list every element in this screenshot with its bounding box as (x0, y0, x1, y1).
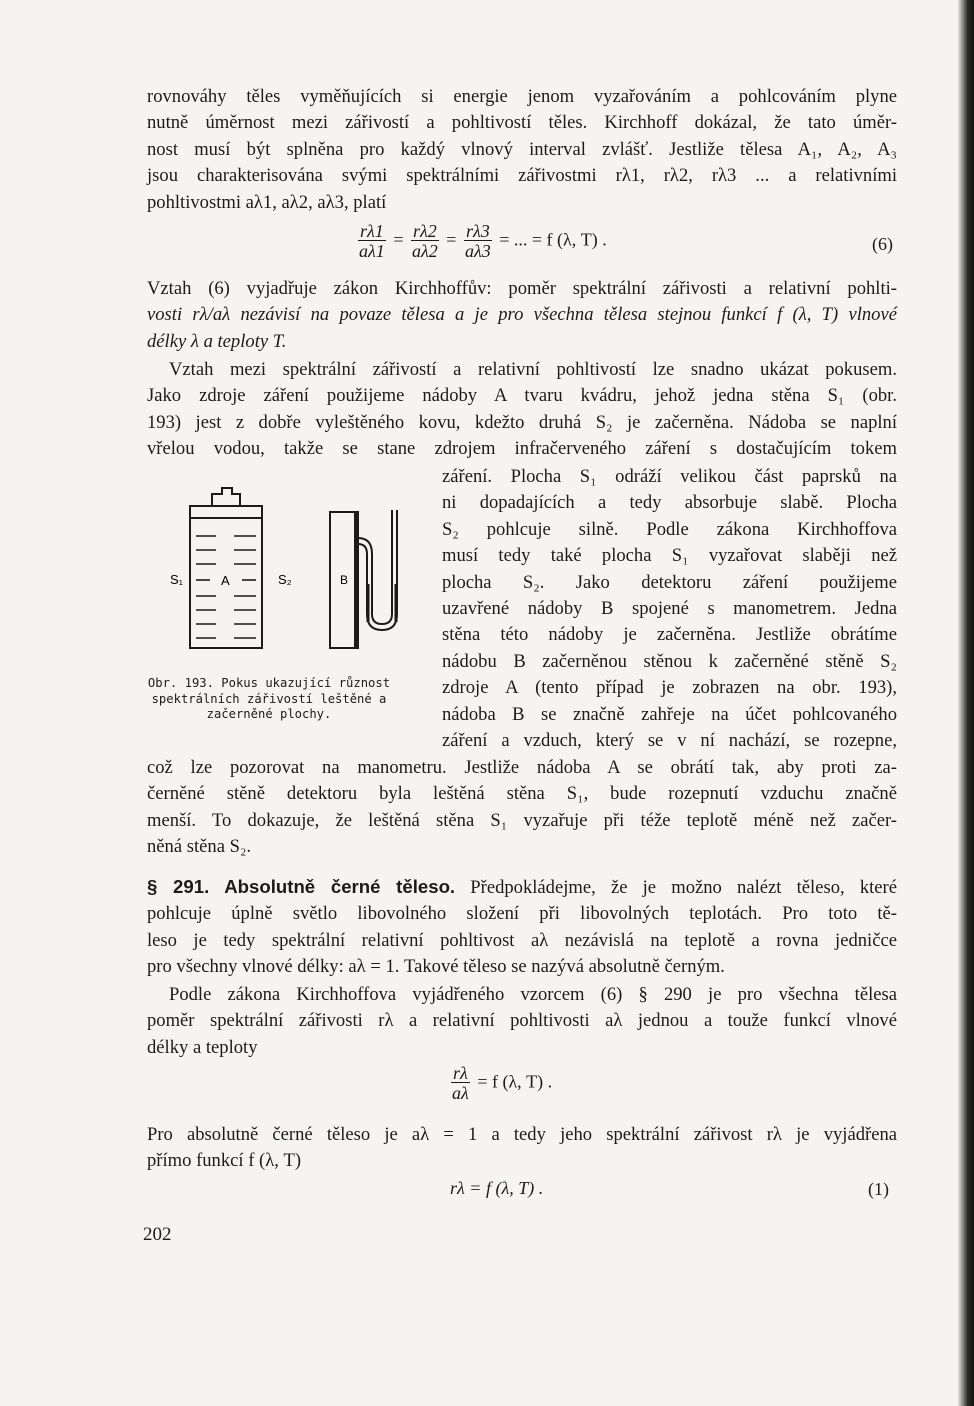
text-line: S₂ pohlcuje silně. Podle zákona Kirchhoffova (442, 518, 897, 540)
text-line: záření a vzduch, který se v ní nachází, se rozepne, (442, 730, 897, 752)
equation-rest: = ... = f (λ, T) . (499, 229, 607, 250)
text-line: Jako zdroje záření použijeme nádoby A tvaru kvádru, jehož jedna stěna S₁ (obr. (147, 385, 897, 407)
text-line: jsou charakterisována svými spektrálními zářivostmi rλ1, rλ2, rλ3 ... a relativními (147, 165, 897, 187)
equation-6: $\frac{r\lambda 1}{a\lambda 1}$ = $\frac{r\lambda 2}{a\lambda 2}$ = $\frac{r\lambda 3}{a\lambda 3}$ = ... = f (λ, T) . (359, 221, 607, 261)
equation-ratio (448, 1064, 552, 1103)
text-line: Vztah mezi spektrální zářivostí a relativní pohltivostí lze snadno ukázat pokusem. (169, 359, 897, 380)
vessel-a-neck (212, 488, 240, 506)
paragraph-intro (147, 84, 897, 216)
text-line: plocha S₂. Jako detektoru záření použijeme (442, 571, 897, 593)
text-line: pro všechny vlnové délky: aλ = 1. Takové těleso se nazývá absolutně černým. (147, 956, 725, 978)
text-line: nost musí být splněna pro každý vlnový interval zvlášť. Jestliže tělesa A₁, A₂, A₃ (147, 138, 897, 160)
section-heading: § 291. Absolutně černé těleso. (147, 876, 456, 897)
equation-rest: = f (λ, T) . (477, 1071, 553, 1092)
section-291 (147, 874, 897, 981)
fraction: $\frac{r\lambda 1}{a\lambda 1}$ (359, 221, 385, 261)
figure-caption: Obr. 193. Pokus ukazující různost spektrálních zářivostí leštěné a začerněné plochy. (147, 676, 391, 721)
text-line: nutně úměrnost mezi zářivostí a pohltivostí těles. Kirchhoff dokázal, že tato úměr- (147, 112, 897, 134)
text-line: pohltivostmi aλ1, aλ2, aλ3, platí (147, 191, 387, 213)
label-s2: S₂ (278, 572, 292, 587)
text-line: vosti rλ/aλ nezávisí na povaze tělesa a je pro všechna tělesa stejnou funkcí f (λ, T) vlnové (147, 304, 897, 326)
page-edge-shadow (958, 0, 974, 1406)
text-line: rovnováhy těles vyměňujících si energie jenom vyzařováním a pohlcováním plyne (147, 86, 897, 107)
fraction: $\frac{r\lambda 3}{a\lambda 3}$ (464, 221, 491, 261)
text-line: zdroje A (tento případ je zobrazen na obr. 193), (442, 677, 897, 699)
text-line: § 291. Absolutně černé těleso. Předpokládejme, že je možno nalézt těleso, které (147, 876, 897, 898)
text-line: což lze pozorovat na manometru. Jestliže nádoba A se obrátí tak, aby proti za- (147, 757, 897, 778)
text-line: uzavřené nádoby B spojené s manometrem. Jedna (442, 598, 897, 620)
text-line: pohlcuje úplně světlo libovolného složení při libovolných teplotách. Pro toto tě- (147, 903, 897, 925)
equation-number: (6) (872, 234, 893, 254)
equation-1: rλ = f (λ, T) . (450, 1178, 544, 1198)
label-s1: S₁ (170, 572, 184, 587)
text-line: 193) jest z dobře vyleštěného kovu, kdežto druhá S₂ je začerněna. Nádoba se naplní (147, 411, 897, 433)
paragraph-experiment (147, 357, 897, 463)
text-line: černěné stěně detektoru byla leštěná stěna S₁, bude rozepnutí vzduchu značně (147, 783, 897, 805)
paragraph-experiment-end (147, 755, 897, 861)
figure-193 (160, 484, 410, 664)
fraction: $\frac{r\lambda}{a\lambda}$ (452, 1063, 469, 1103)
label-a: A (221, 573, 230, 588)
page-number: 202 (143, 1224, 172, 1245)
text-line: poměr spektrální zářivosti rλ a relativní pohltivosti aλ jednou a touže funkcí vlnové (147, 1010, 897, 1032)
text-line: ni dopadajících a tedy absorbuje slabě. Plocha (442, 492, 897, 514)
text-line: délky λ a teploty T. (147, 330, 287, 352)
text-line: nádobu B začerněnou stěnou k začerněné stěně S₂ (442, 650, 897, 672)
paragraph-kirchhoff-law (147, 276, 897, 355)
text-line: stěna této nádoby je začerněna. Jestliže obrátíme (442, 624, 897, 646)
paragraph-experiment-wrap (442, 464, 897, 754)
text-line: nádoba B se značně zahřeje na účet pohlcovaného (442, 703, 897, 725)
text-line: Vztah (6) vyjadřuje zákon Kirchhoffův: poměr spektrální zářivosti a relativní pohlti- (147, 278, 897, 299)
text-line: menší. To dokazuje, že leštěná stěna S₁ vyzařuje při téže teplotě méně než začer- (147, 809, 897, 831)
fraction: $\frac{r\lambda 2}{a\lambda 2}$ (411, 221, 438, 261)
manometer-tube (358, 510, 392, 624)
text-line: přímo funkcí f (λ, T) (147, 1150, 302, 1172)
text-line: Podle zákona Kirchhoffova vyjádřeného vzorcem (6) § 290 je pro všechna tělesa (169, 984, 897, 1005)
text-line: musí tedy také plocha S₁ vyzařovat slaběji než (442, 545, 897, 567)
paragraph-kirchhoff-formula (147, 982, 897, 1061)
equation-number: (1) (868, 1179, 889, 1199)
text-line: leso je tedy spektrální relativní pohltivost aλ nezávislá na teplotě a rovna jedničce (147, 929, 897, 951)
text-line: délky a teploty (147, 1036, 258, 1058)
paragraph-black-body (147, 1122, 897, 1175)
text-line: Pro absolutně černé těleso je aλ = 1 a tedy jeho spektrální zářivost rλ je vyjádřena (147, 1124, 897, 1145)
text-line: něná stěna S₂. (147, 836, 252, 858)
text-line: vřelou vodou, takže se stane zdrojem infračerveného záření s dostačujícím tokem (147, 438, 897, 460)
label-b: B (340, 573, 349, 587)
text-line: záření. Plocha S₁ odráží velikou část paprsků na (442, 466, 897, 487)
